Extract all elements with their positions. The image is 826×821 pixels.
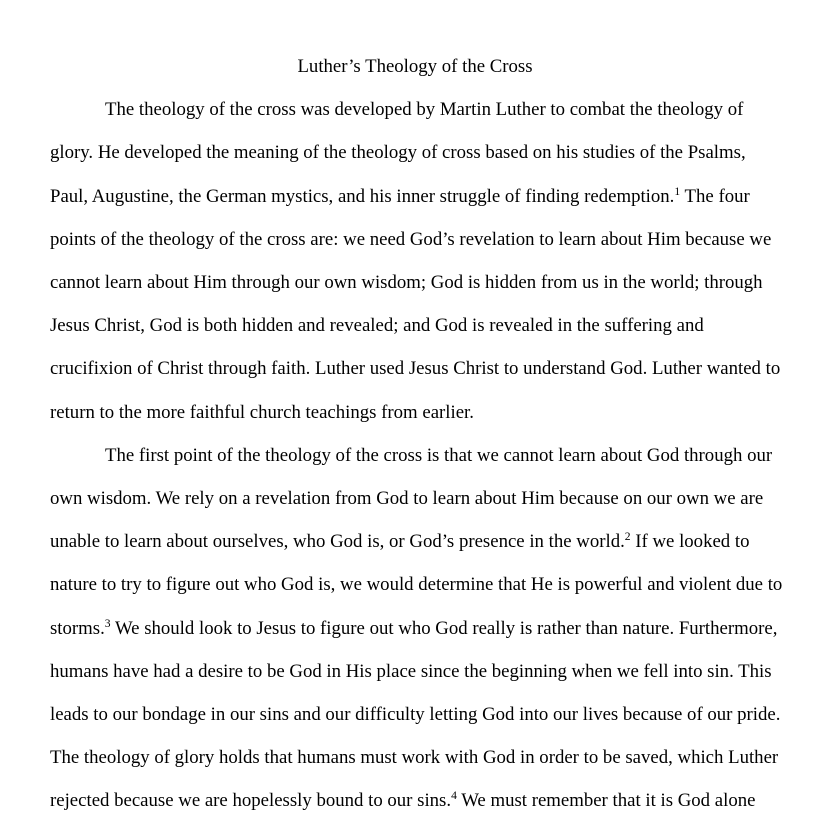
text-run: humans have had a desire to be God in His place since the beginning when we fell into sin. This bbox=[50, 660, 772, 682]
text-run: Jesus Christ, God is both hidden and revealed; and God is revealed in the suffering and bbox=[50, 315, 704, 337]
document-title: Luther’s Theology of the Cross bbox=[297, 56, 533, 77]
text-run: return to the more faithful church teachings from earlier. bbox=[50, 401, 474, 423]
text-line bbox=[50, 779, 780, 821]
text-run: own wisdom. We rely on a revelation from God to learn about Him because on our own we are bbox=[50, 488, 764, 510]
text-run: We should look to Jesus to figure out who God really is rather than nature. Furthermore, bbox=[110, 617, 778, 639]
text-run: glory. He developed the meaning of the theology of cross based on his studies of the Psalms, bbox=[50, 142, 746, 164]
text-run: points of the theology of the cross are: we need God’s revelation to learn about Him because we bbox=[50, 228, 772, 250]
text-run: The theology of the cross was developed by Martin Luther to combat the theology of bbox=[105, 99, 744, 121]
text-line bbox=[50, 650, 780, 693]
text-line bbox=[50, 520, 780, 563]
paragraph bbox=[50, 434, 783, 821]
text-run: Paul, Augustine, the German mystics, and his inner struggle of finding redemption. bbox=[50, 185, 675, 207]
text-run: The first point of the theology of the cross is that we cannot learn about God through our bbox=[105, 444, 773, 466]
paragraph bbox=[50, 88, 780, 434]
document-body bbox=[50, 88, 783, 821]
text-run: cannot learn about Him through our own wisdom; God is hidden from us in the world; through bbox=[50, 272, 763, 294]
text-run: nature to try to figure out who God is, we would determine that He is powerful and violent due to bbox=[50, 574, 783, 596]
text-line bbox=[50, 607, 780, 650]
text-run: If we looked to bbox=[630, 531, 750, 553]
text-run: The four bbox=[680, 185, 750, 207]
text-line bbox=[50, 261, 780, 304]
text-line bbox=[50, 131, 780, 174]
text-line bbox=[50, 88, 780, 131]
text-run: We must remember that it is God alone bbox=[456, 790, 756, 812]
text-run: crucifixion of Christ through faith. Luther used Jesus Christ to understand God. Luther wanted to bbox=[50, 358, 781, 380]
footnote-reference: 2 bbox=[624, 530, 631, 544]
text-run: rejected because we are hopelessly bound to our sins. bbox=[50, 790, 452, 812]
text-run: leads to our bondage in our sins and our difficulty letting God into our lives because of our pride. bbox=[50, 704, 781, 726]
footnote-reference: 1 bbox=[674, 184, 681, 198]
text-line bbox=[50, 563, 783, 606]
text-line bbox=[50, 175, 780, 218]
text-line bbox=[50, 477, 780, 520]
text-run: storms. bbox=[50, 617, 105, 639]
text-run: unable to learn about ourselves, who God is, or God’s presence in the world. bbox=[50, 531, 625, 553]
text-line bbox=[50, 736, 780, 779]
text-line bbox=[50, 434, 780, 477]
text-line bbox=[50, 304, 780, 347]
text-line bbox=[50, 218, 780, 261]
text-line bbox=[50, 693, 780, 736]
footnote-reference: 3 bbox=[104, 616, 111, 630]
footnote-reference: 4 bbox=[451, 789, 457, 803]
text-line bbox=[50, 347, 780, 390]
text-line bbox=[50, 391, 780, 434]
text-run: The theology of glory holds that humans must work with God in order to be saved, which Luther bbox=[50, 747, 779, 769]
